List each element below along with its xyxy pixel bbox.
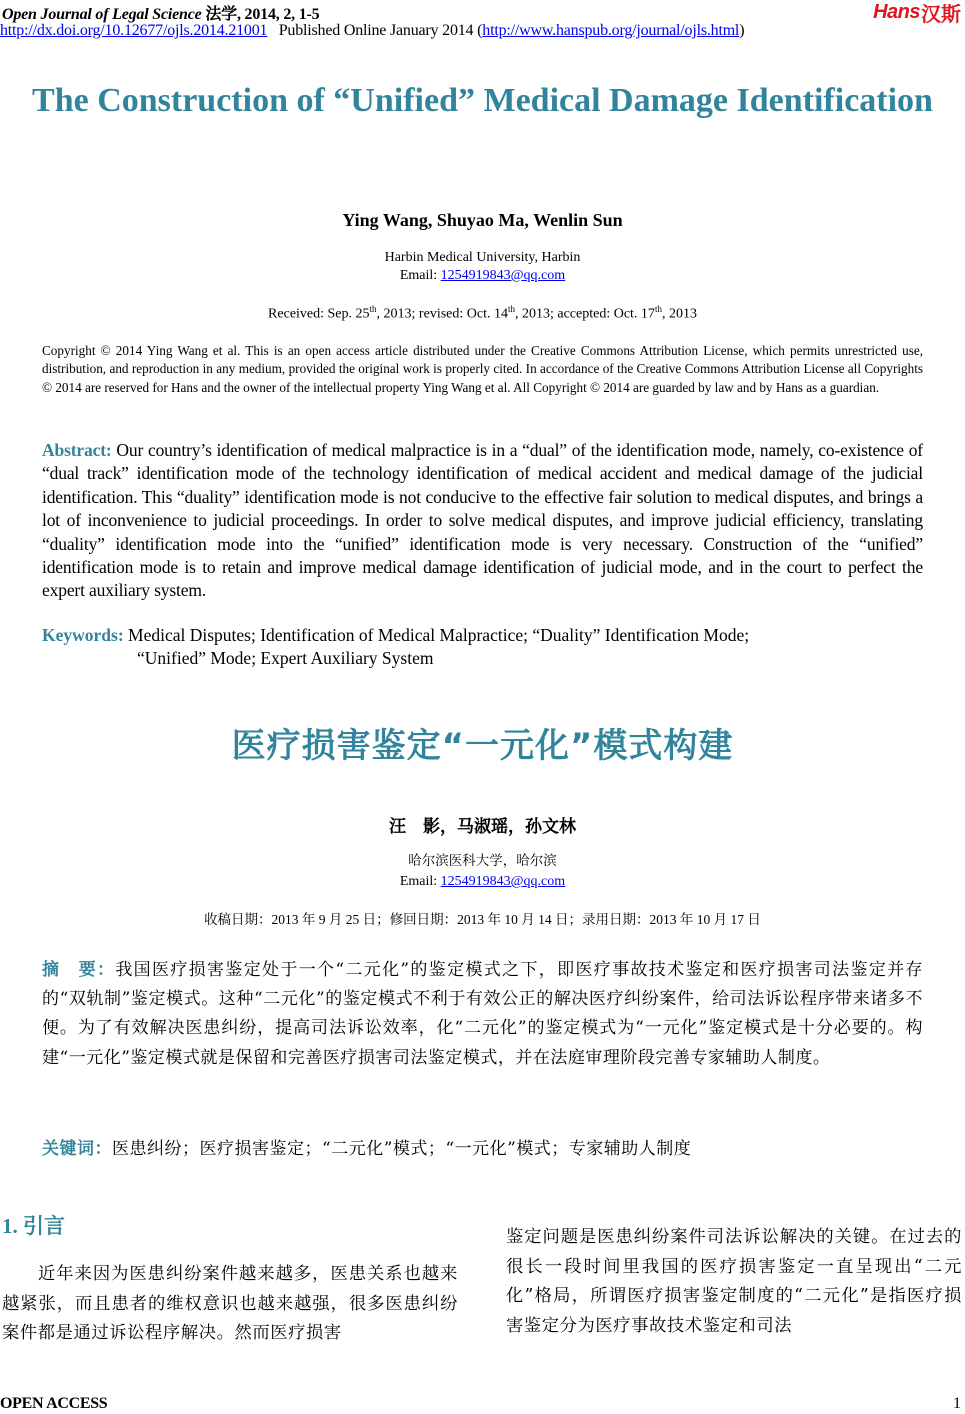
email-link-en[interactable]: 1254919843@qq.com xyxy=(440,268,566,283)
journal-issue-info: 法学, 2014, 2, 1-5 xyxy=(205,6,320,23)
keywords-line2-en: “Unified” Mode; Expert Auxiliary System xyxy=(137,648,434,668)
revised-sup: th xyxy=(507,304,515,314)
keywords-line1-en: Medical Disputes; Identification of Medical Malpractice; “Duality” Identification Mode; xyxy=(123,625,750,645)
paper-title-cn: 医疗损害鉴定“一元化”模式构建 xyxy=(231,726,734,766)
body-column-left: 近年来因为医患纠纷案件越来越多，医患关系也越来越紧张，而且患者的维权意识也越来越强，很多医患纠纷案件都是通过诉讼程序解决。然而医疗损害 xyxy=(2,1264,458,1343)
paper-title-en: The Construction of “Unified” Medical Damage Identification xyxy=(32,82,933,119)
dates-en xyxy=(0,304,965,323)
dates-cn: 收稿日期：2013 年 9 月 25 日；修回日期：2013 年 10 月 14 日；录用日期：2013 年 10 月 17 日 xyxy=(204,912,761,927)
email-link-cn[interactable]: 1254919843@qq.com xyxy=(440,874,566,889)
abstract-text-cn: 我国医疗损害鉴定处于一个“二元化”的鉴定模式之下，即医疗事故技术鉴定和医疗损害司法鉴定并存的“双轨制”鉴定模式。这种“二元化”的鉴定模式不利于有效公正的解决医疗纠纷案件，给司法诉讼程序带来诸多不便。为了有效解决医患纠纷，提高司法诉讼效率，化“二元化”的鉴定模式为“一元化”鉴定模式是十分必要的。构建“一元化”鉴定模式就是保留和完善医疗损害司法鉴定模式，并在法庭审理阶段完善专家辅助人制度。 xyxy=(42,960,923,1068)
email-line-en xyxy=(0,267,965,285)
accepted-sup: th xyxy=(654,304,662,314)
published-suffix: ) xyxy=(739,22,745,39)
revised-date: , 2013; revised: Oct. 14 xyxy=(376,306,508,322)
journal-name: Open Journal of Legal Science xyxy=(2,6,202,23)
keywords-text-cn: 医患纠纷；医疗损害鉴定；“二元化”模式；“一元化”模式；专家辅助人制度 xyxy=(112,1139,692,1159)
received-sup: th xyxy=(369,304,377,314)
affiliation-cn: 哈尔滨医科大学，哈尔滨 xyxy=(408,853,557,869)
body-column-right: 鉴定问题是医患纠纷案件司法诉讼解决的关键。在过去的很长一段时间里我国的医疗损害鉴定一直呈现出“二元化”格局，所谓医疗损害鉴定制度的“二元化”是指医疗损害鉴定分为医疗事故技术鉴定和司法 xyxy=(506,1227,962,1336)
page-number: 1 xyxy=(953,1395,961,1412)
affiliation-en: Harbin Medical University, Harbin xyxy=(384,250,581,265)
hans-logo xyxy=(873,0,961,24)
email-line-cn xyxy=(0,873,965,891)
publication-line xyxy=(0,22,744,40)
authors-en: Ying Wang, Shuyao Ma, Wenlin Sun xyxy=(342,210,623,230)
section-heading-introduction xyxy=(2,1210,65,1240)
journal-homepage-link[interactable]: http://www.hanspub.org/journal/ojls.html xyxy=(482,22,740,39)
logo-text-en: Hans xyxy=(873,0,920,23)
abstract-label-cn: 摘 要： xyxy=(42,960,116,980)
abstract-label-en: Abstract: xyxy=(42,440,112,460)
accepted-date: , 2013; accepted: Oct. 17 xyxy=(514,306,655,322)
abstract-text-en: Our country’s identification of medical malpractice is in a “dual” of the identification mode, namely, co-existence of “dual track” identification mode of the technology identification of medical accident and medical damage of the judicial identification. This “duality” identification mode is not conducive to the effective fair solution to medical disputes, and brings a lot of inconvenience to judicial proceedings. In order to solve medical disputes, and improve judicial efficiency, translating “duality” identification mode into the “unified” identification mode is very necessary. Construction of the “unified” identification mode is to retain and improve medical damage identification of judicial mode, and in the court to perfect the expert auxiliary system. xyxy=(42,440,923,601)
section-number: 1. xyxy=(2,1214,23,1238)
keywords-cn xyxy=(42,1134,923,1159)
authors-cn: 汪 影，马淑瑶，孙文林 xyxy=(389,817,576,837)
section-title: 引言 xyxy=(23,1214,65,1238)
received-date: Received: Sep. 25 xyxy=(268,306,370,322)
accepted-year: , 2013 xyxy=(661,306,697,322)
email-label: Email: xyxy=(399,268,441,283)
keywords-en xyxy=(42,624,923,670)
doi-link[interactable]: http://dx.doi.org/10.12677/ojls.2014.21001 xyxy=(0,22,268,39)
published-online-text: Published Online January 2014 ( xyxy=(278,22,483,39)
copyright-notice: Copyright © 2014 Ying Wang et al. This is an open access article distributed under the Creative Commons Attribution License, which permits unrestricted use, distribution, and reproduction in any medium, provided the original work is properly cited. In accordance of the Creative Commons Attribution License all Copyrights © 2014 are reserved for Hans and the owner of the intellectual property Ying Wang et al. All Copyright © 2014 are guarded by law and by Hans as a guardian. xyxy=(42,343,923,395)
keywords-label-cn: 关键词： xyxy=(42,1139,112,1159)
abstract-en xyxy=(42,439,923,603)
email-label-cn: Email: xyxy=(399,874,441,889)
logo-text-cn: 汉斯 xyxy=(921,1,961,26)
keywords-label-en: Keywords: xyxy=(42,625,124,645)
open-access-label: OPEN ACCESS xyxy=(0,1395,108,1412)
abstract-cn xyxy=(42,956,923,1073)
journal-header xyxy=(2,1,319,24)
